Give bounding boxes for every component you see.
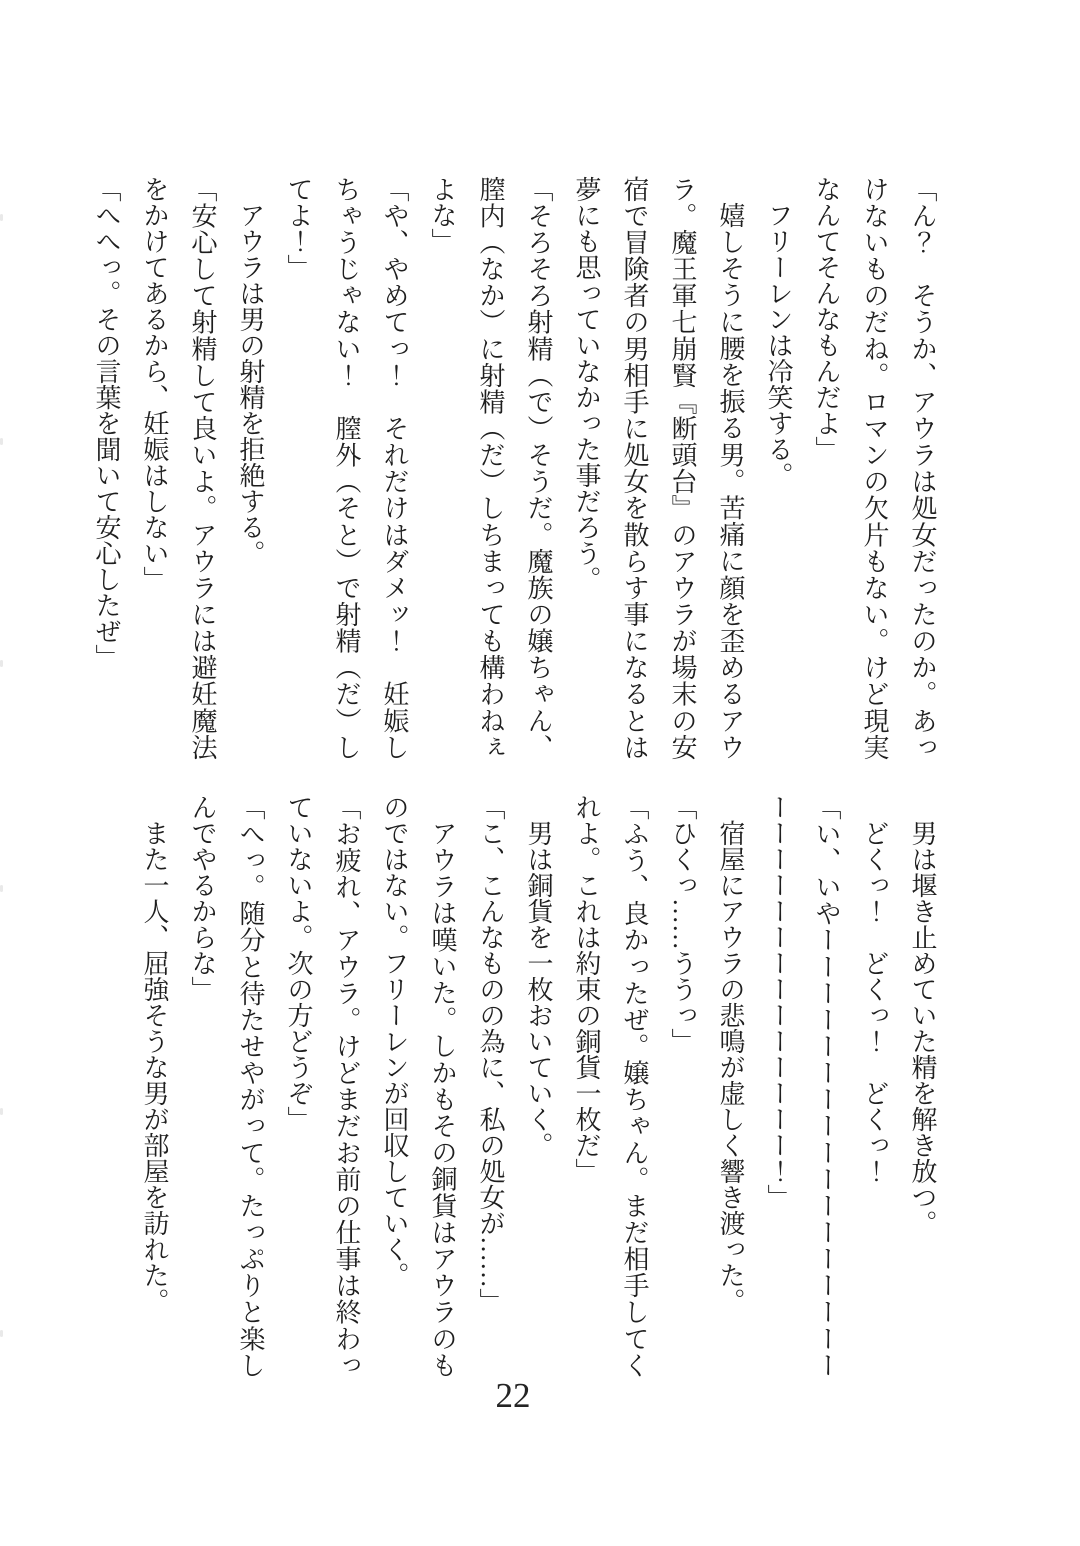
paragraph-dialogue: 「や、やめてっ！ それだけはダメッ！ 妊娠しちゃうじゃない！ 膣外（そと）で射精（だ）してよ！」 bbox=[284, 176, 409, 760]
paragraph-dialogue: 「安心して射精して良いよ。アウラには避妊魔法をかけてあるから、妊娠はしない」 bbox=[140, 176, 217, 760]
scan-speck bbox=[0, 214, 3, 221]
paragraph-narration: どくっ！ どくっ！ どくっ！ bbox=[860, 820, 889, 1184]
paragraph-narration: 男は銅貨を一枚おいていく。 bbox=[524, 820, 553, 1158]
paragraph-narration: アウラは男の射精を拒絶する。 bbox=[236, 202, 265, 566]
paragraph-dialogue: 「い、いやーーーーーーーーーーーーーーーーーーーーーーーーーーーーーーー！」 bbox=[764, 794, 841, 1378]
paragraph-narration: フリーレンは冷笑する。 bbox=[764, 202, 793, 488]
paragraph-dialogue: 「ん？ そうか、アウラは処女だったのか。あっけないものだね。ロマンの欠片もない。けど現実なんてそんなもんだよ」 bbox=[812, 176, 937, 760]
paragraph-narration: アウラは嘆いた。しかもその銅貨はアウラのものではない。フリーレンが回収していく。 bbox=[380, 794, 457, 1378]
paragraph-dialogue: 「こ、こんなものの為に、私の処女が……」 bbox=[476, 794, 505, 1314]
scan-speck bbox=[0, 1330, 3, 1337]
paragraph-dialogue: 「そろそろ射精（で）そうだ。魔族の嬢ちゃん、膣内（なか）に射精（だ）しちまっても構わねぇよな」 bbox=[428, 176, 553, 760]
paragraph-narration: 宿屋にアウラの悲鳴が虚しく響き渡った。 bbox=[716, 820, 745, 1314]
paragraph-dialogue: 「へっ。随分と待たせやがって。たっぷりと楽しんでやるからな」 bbox=[188, 794, 265, 1378]
lower-text-block bbox=[130, 794, 946, 1378]
page-number: 22 bbox=[495, 1376, 531, 1415]
scan-speck bbox=[0, 660, 3, 667]
paragraph-dialogue: 「へへっ。その言葉を聞いて安心したぜ」 bbox=[92, 176, 121, 670]
scan-speck bbox=[0, 1108, 3, 1115]
paragraph-narration: 男は堰き止めていた精を解き放つ。 bbox=[908, 820, 937, 1236]
scan-speck bbox=[0, 438, 3, 445]
upper-text-block bbox=[82, 176, 946, 760]
paragraph-dialogue: 「ふう、良かったぜ。嬢ちゃん。まだ相手してくれよ。これは約束の銅貨一枚だ」 bbox=[572, 794, 649, 1378]
paragraph-dialogue: 「ひくっ……ううっ」 bbox=[668, 794, 697, 1054]
paragraph-narration: また一人、屈強そうな男が部屋を訪れた。 bbox=[140, 820, 169, 1314]
paragraph-narration: 嬉しそうに腰を振る男。苦痛に顔を歪めるアウラ。魔王軍七崩賢『断頭台』のアウラが場末の安宿で冒険者の男相手に処女を散らす事になるとは夢にも思っていなかった事だろう。 bbox=[572, 176, 745, 761]
paragraph-dialogue: 「お疲れ、アウラ。けどまだお前の仕事は終わっていないよ。次の方どうぞ」 bbox=[284, 794, 361, 1378]
scan-speck bbox=[0, 885, 3, 892]
